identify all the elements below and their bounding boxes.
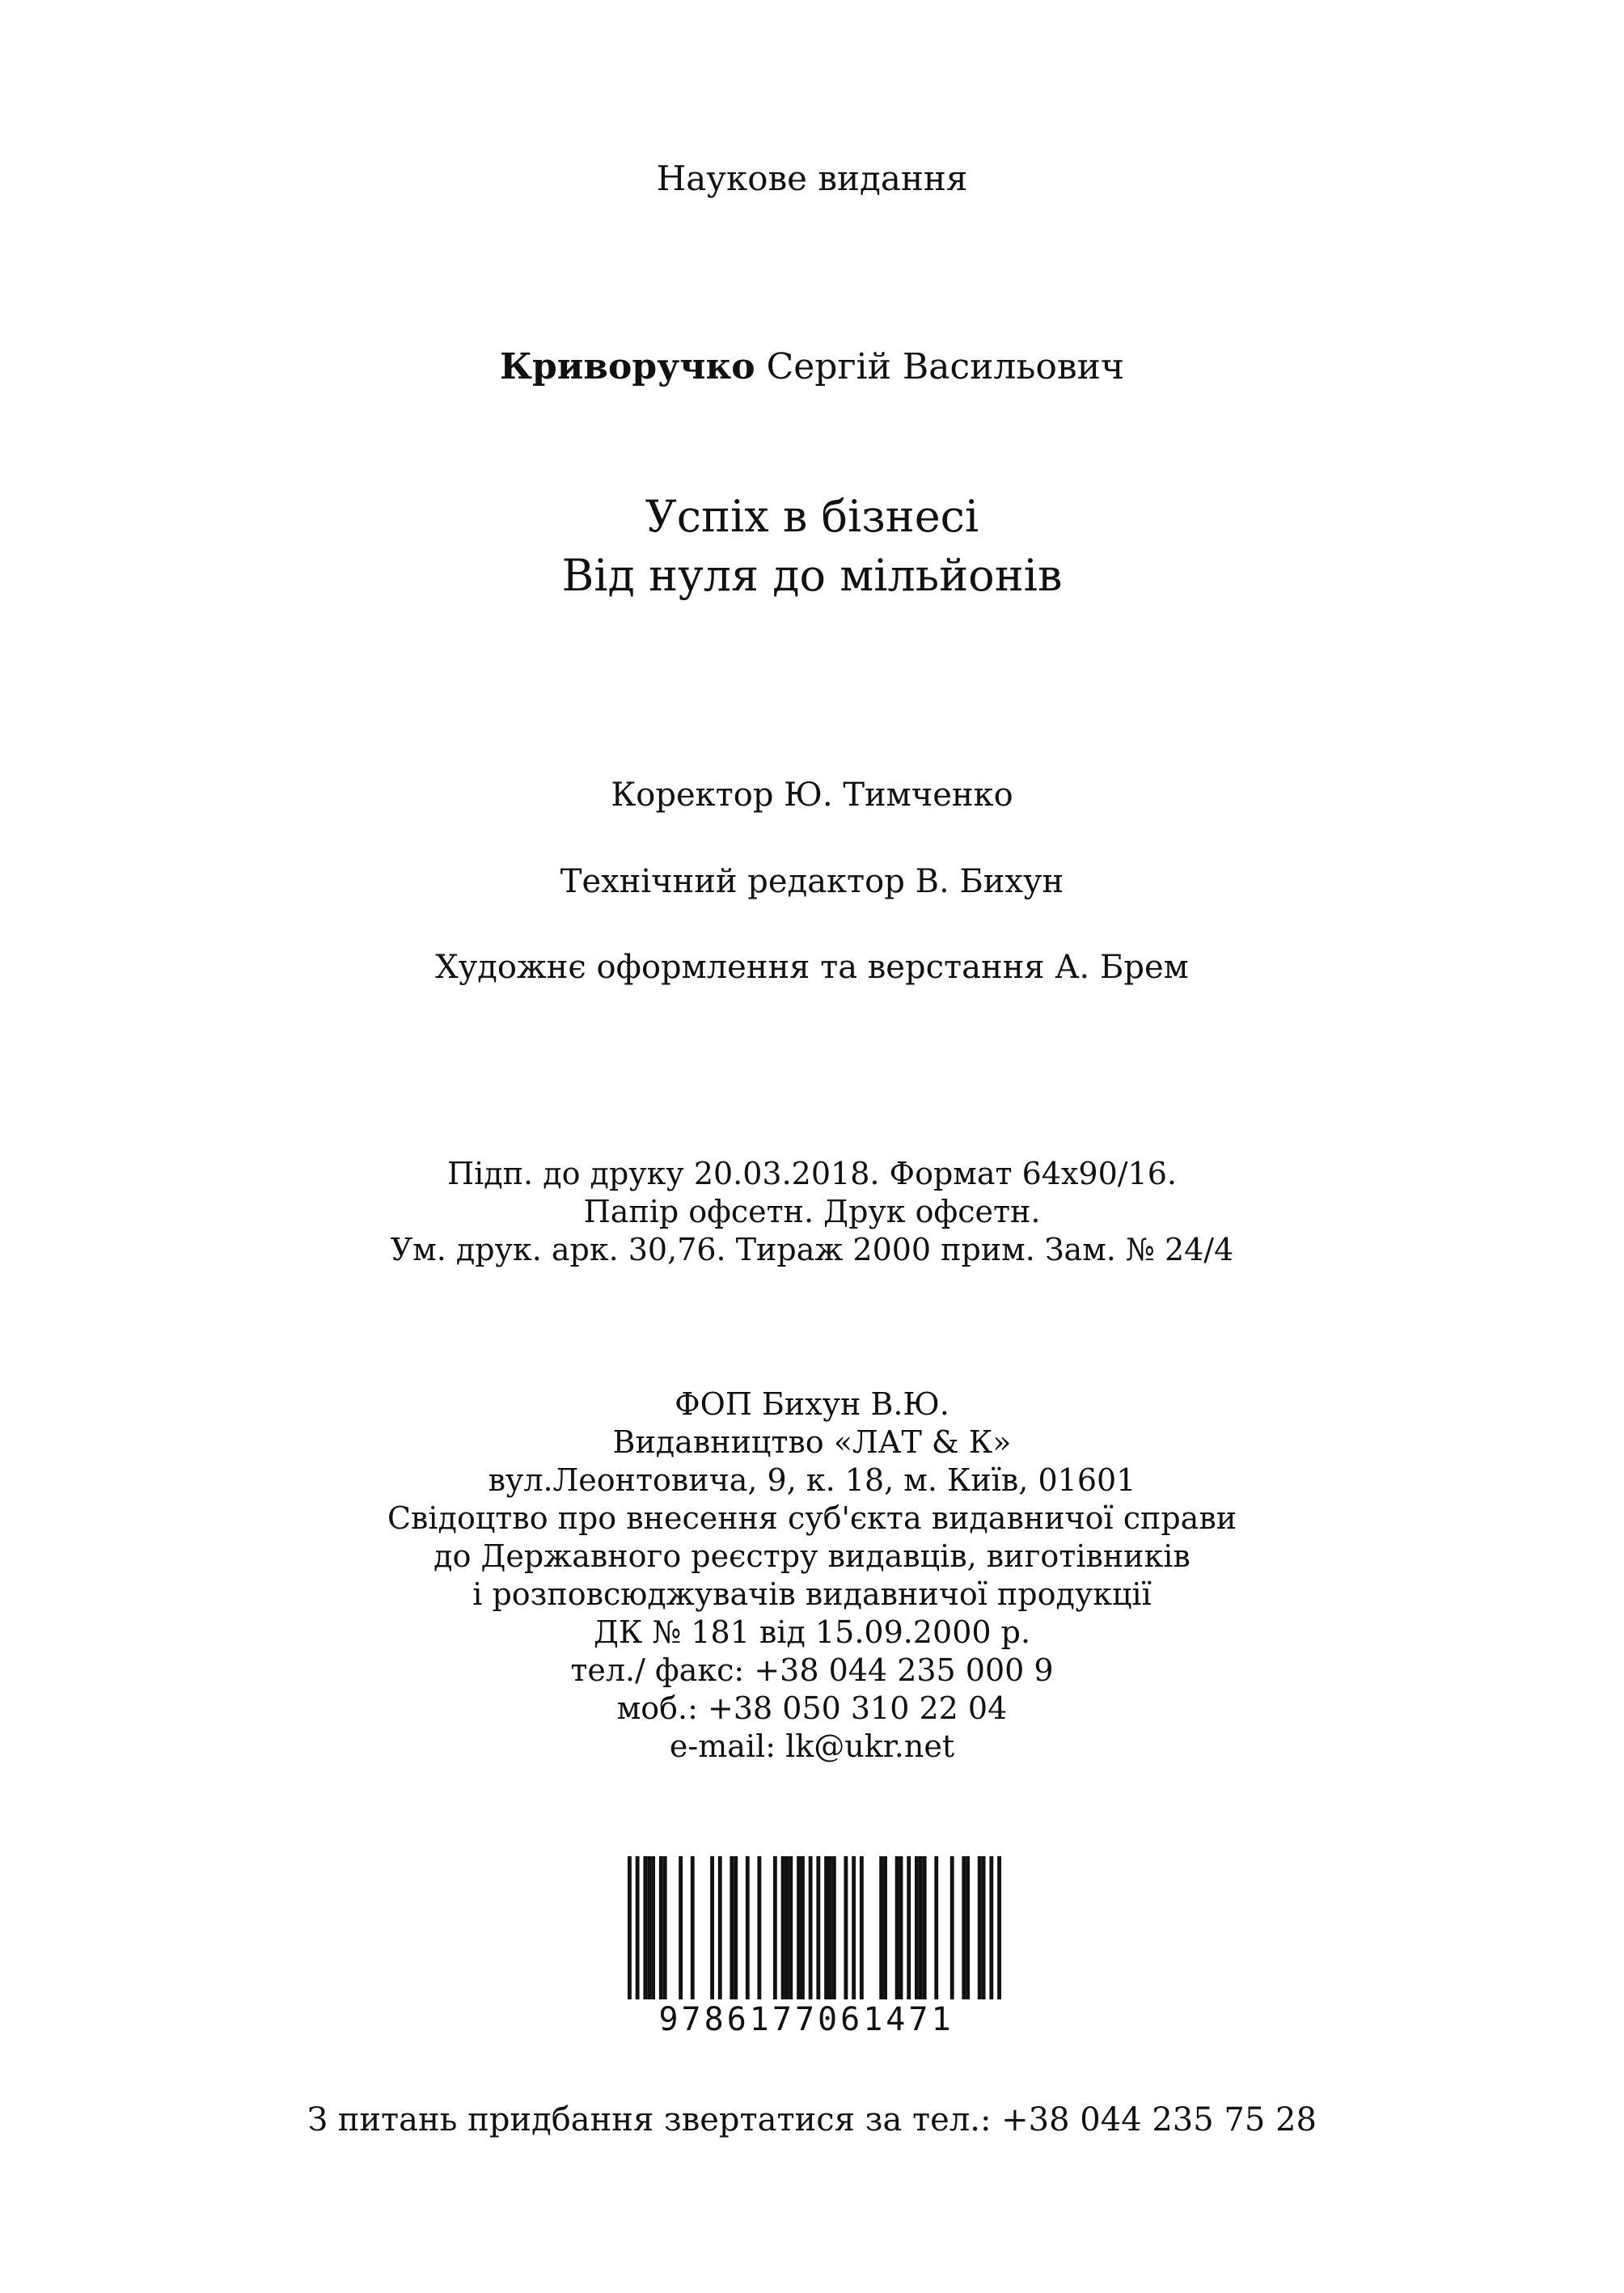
- barcode-bar: [899, 1856, 903, 2002]
- barcode-bar: [643, 1856, 647, 2002]
- barcode-bar: [950, 1856, 954, 2002]
- publisher-line: і розповсюджувачів видавничої продукції: [472, 1576, 1152, 1612]
- publisher-line: тел./ факс: +38 044 235 000 9: [570, 1652, 1054, 1688]
- barcode-bar: [832, 1856, 836, 2002]
- barcode-bar: [718, 1856, 722, 2002]
- barcode-bar: [895, 1856, 899, 2002]
- barcode-bar: [801, 1856, 805, 2002]
- print-info-line: Підп. до друку 20.03.2018. Формат 64x90/16.: [447, 1156, 1177, 1191]
- publisher-line: вул.Леонтовича, 9, к. 18, м. Київ, 01601: [488, 1462, 1136, 1498]
- publisher-line: Видавництво «ЛАТ & К»: [612, 1424, 1012, 1460]
- author-given-names: Сергій Васильович: [766, 346, 1125, 387]
- barcode-bar: [730, 1856, 734, 2002]
- barcode-bar: [934, 1856, 938, 2002]
- publisher-line: ДК № 181 від 15.09.2000 р.: [593, 1614, 1031, 1650]
- barcode-bar: [746, 1856, 750, 2002]
- barcode-bar: [710, 1856, 714, 2002]
- barcode-bar: [879, 1856, 883, 2002]
- barcode-bar: [789, 1856, 793, 2002]
- barcode-bar: [915, 1856, 919, 2002]
- barcode-digits: 9786177061471: [608, 1999, 1004, 2040]
- barcode-bar: [978, 1856, 982, 2002]
- barcode-bar: [860, 1856, 864, 2002]
- barcode-bar: [923, 1856, 927, 2002]
- barcode-bar: [679, 1856, 683, 2002]
- barcode-bar: [907, 1856, 911, 2002]
- barcode-bar: [757, 1856, 761, 2002]
- author-surname: Криворучко: [499, 346, 755, 387]
- barcode-bar: [773, 1856, 777, 2002]
- barcode-bar: [781, 1856, 785, 2002]
- barcode-bar: [797, 1856, 801, 2002]
- publisher-line: ФОП Бихун В.Ю.: [675, 1386, 949, 1422]
- barcode-bar: [651, 1856, 655, 2002]
- barcode-bar: [663, 1856, 667, 2002]
- publisher-line: Свідоцтво про внесення суб'єкта видавничої справи: [387, 1500, 1237, 1536]
- credit-technical-editor: Технічний редактор В. Бихун: [560, 863, 1064, 900]
- barcode-bar: [919, 1856, 923, 2002]
- purchase-contact-note: З питань придбання звертатися за тел.: +38 044 235 75 28: [307, 2101, 1317, 2139]
- barcode-bar: [982, 1856, 986, 2002]
- print-info-block: [0, 1155, 1624, 1269]
- publisher-block: [0, 1386, 1624, 1766]
- print-info-line: Ум. друк. арк. 30,76. Тираж 2000 прим. Зам. № 24/4: [390, 1232, 1234, 1267]
- publisher-line: до Державного реєстру видавців, виготівників: [433, 1538, 1191, 1574]
- barcode-bar: [962, 1856, 966, 2002]
- barcode-bar: [966, 1856, 970, 2002]
- barcode-bar: [883, 1856, 887, 2002]
- barcode-bar: [647, 1856, 651, 2002]
- barcode-bar: [852, 1856, 856, 2002]
- credit-proofreader: Коректор Ю. Тимченко: [611, 776, 1013, 814]
- barcode-bar: [659, 1856, 663, 2002]
- barcode-bar: [824, 1856, 828, 2002]
- series-label: Наукове видання: [656, 159, 968, 198]
- author-line: [0, 346, 1624, 387]
- barcode-bar: [734, 1856, 738, 2002]
- barcode-bar: [691, 1856, 695, 2002]
- book-title-line-1: Успіх в бізнесі: [645, 491, 979, 542]
- publisher-email: e-mail: lk@ukr.net: [669, 1728, 955, 1764]
- barcode-bar: [785, 1856, 789, 2002]
- credit-design-layout: Художнє оформлення та верстання А. Брем: [435, 949, 1189, 986]
- print-info-line: Папір офсетн. Друк офсетн.: [583, 1194, 1041, 1229]
- barcode-bar: [828, 1856, 832, 2002]
- barcode-bar: [844, 1856, 848, 2002]
- book-title-line-2: Від нуля до мільйонів: [561, 550, 1063, 601]
- publisher-line: моб.: +38 050 310 22 04: [616, 1690, 1008, 1726]
